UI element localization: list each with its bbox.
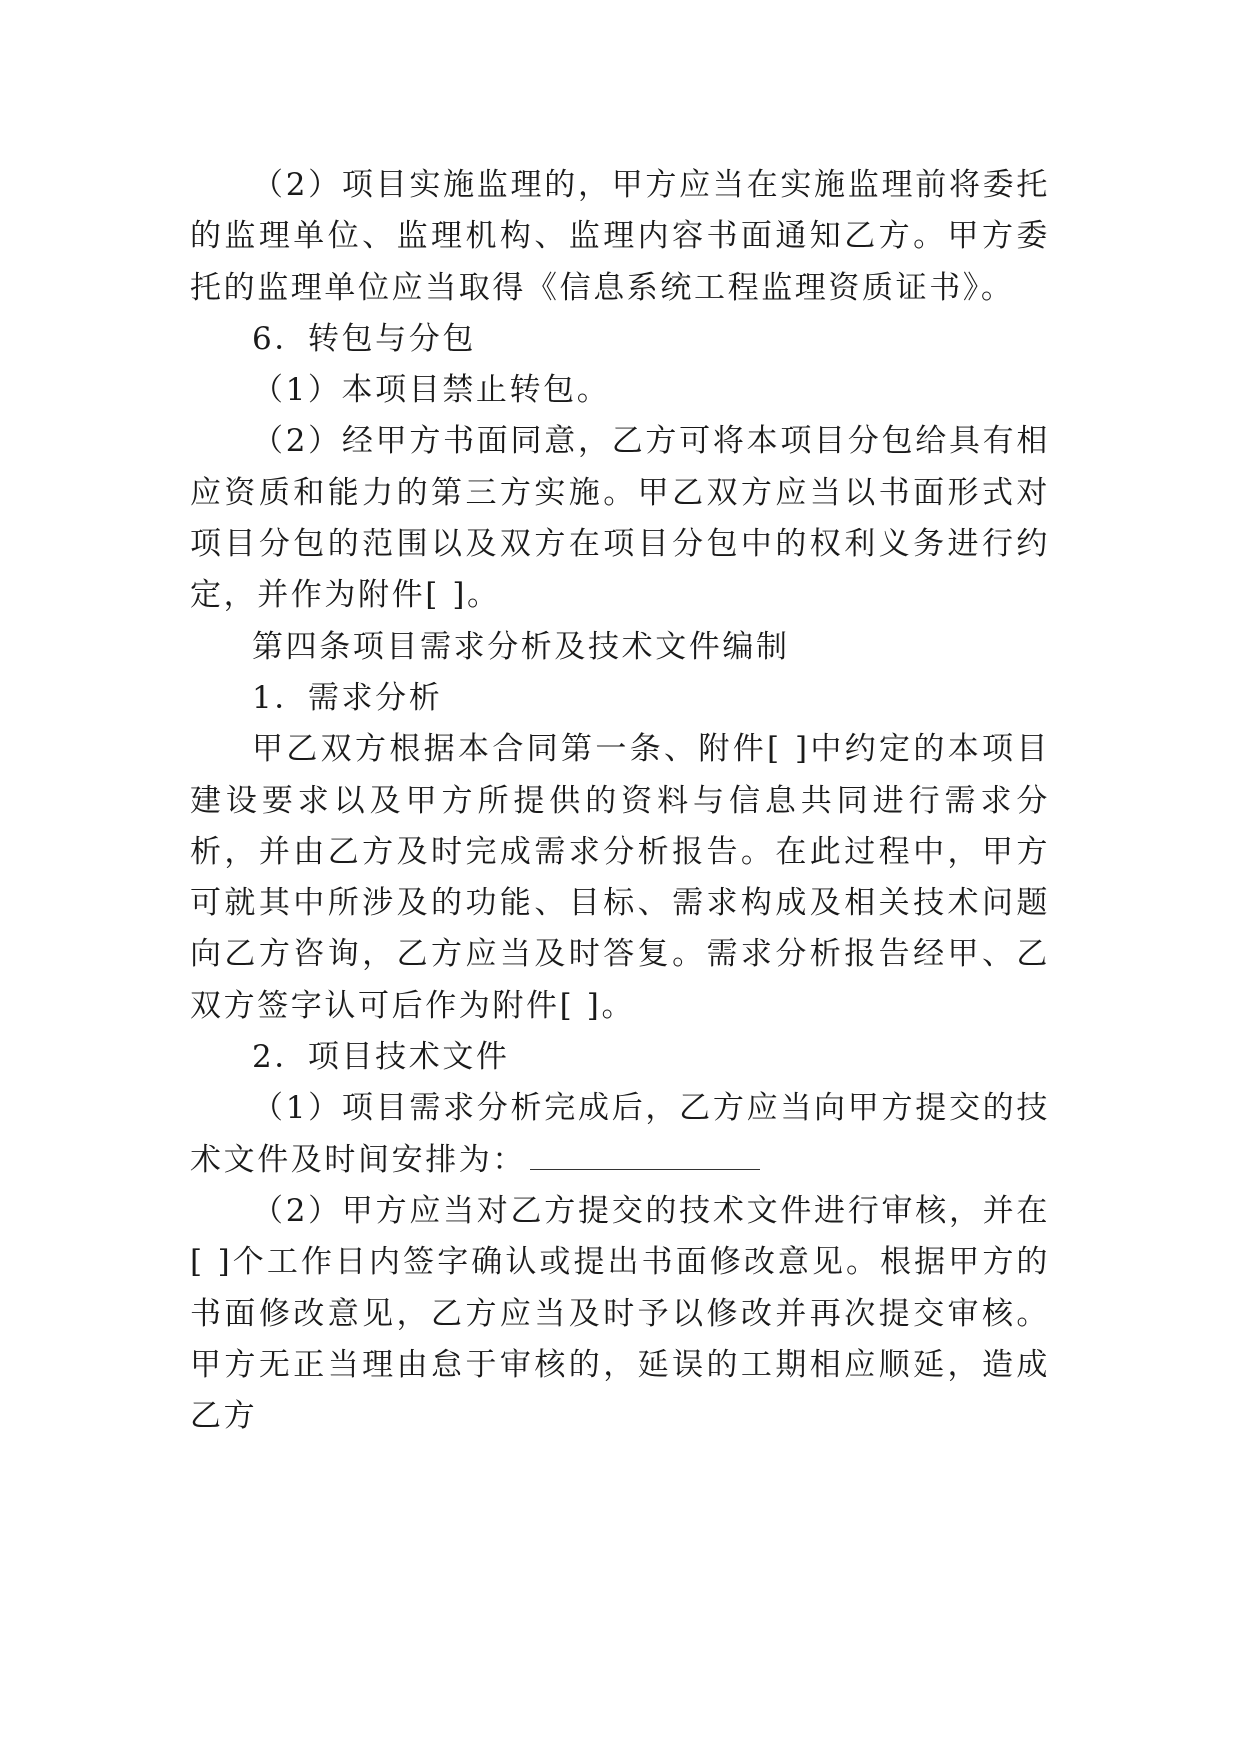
technical-documents-schedule-text: （1）项目需求分析完成后，乙方应当向甲方提交的技术文件及时间安排为： xyxy=(190,1090,1050,1178)
heading-article-four: 第四条项目需求分析及技术文件编制 xyxy=(252,628,790,665)
paragraph-subcontract-consent: （2）经甲方书面同意，乙方可将本项目分包给具有相应资质和能力的第三方实施。甲乙双方应当以书面形式对项目分包的范围以及双方在项目分包中的权利义务进行约定，并作为附件[ ]。 xyxy=(190,423,1050,614)
document-body xyxy=(190,160,1050,1442)
paragraph-no-transfer: （1）本项目禁止转包。 xyxy=(252,372,611,409)
fill-in-blank-line xyxy=(530,1139,760,1170)
paragraph-technical-documents-schedule xyxy=(190,1083,1050,1186)
heading-subcontracting: 6．转包与分包 xyxy=(252,320,476,357)
paragraph-requirements-analysis: 甲乙双方根据本合同第一条、附件[ ]中约定的本项目建设要求以及甲方所提供的资料与信息共同进行需求分析，并由乙方及时完成需求分析报告。在此过程中，甲方可就其中所涉及的功能、目标、需求构成及相关技术问题向乙方咨询，乙方应当及时答复。需求分析报告经甲、乙双方签字认可后作为附件[ ]。 xyxy=(190,731,1050,1024)
paragraph-document-review: （2）甲方应当对乙方提交的技术文件进行审核，并在[ ]个工作日内签字确认或提出书面修改意见。根据甲方的书面修改意见，乙方应当及时予以修改并再次提交审核。甲方无正当理由怠于审核的，延误的工期相应顺延，造成乙方 xyxy=(190,1192,1050,1435)
heading-technical-documents: 2．项目技术文件 xyxy=(252,1039,510,1076)
paragraph-supervision-notice: （2）项目实施监理的，甲方应当在实施监理前将委托的监理单位、监理机构、监理内容书面通知乙方。甲方委托的监理单位应当取得《信息系统工程监理资质证书》。 xyxy=(190,167,1050,306)
heading-requirements-analysis: 1．需求分析 xyxy=(252,679,443,716)
